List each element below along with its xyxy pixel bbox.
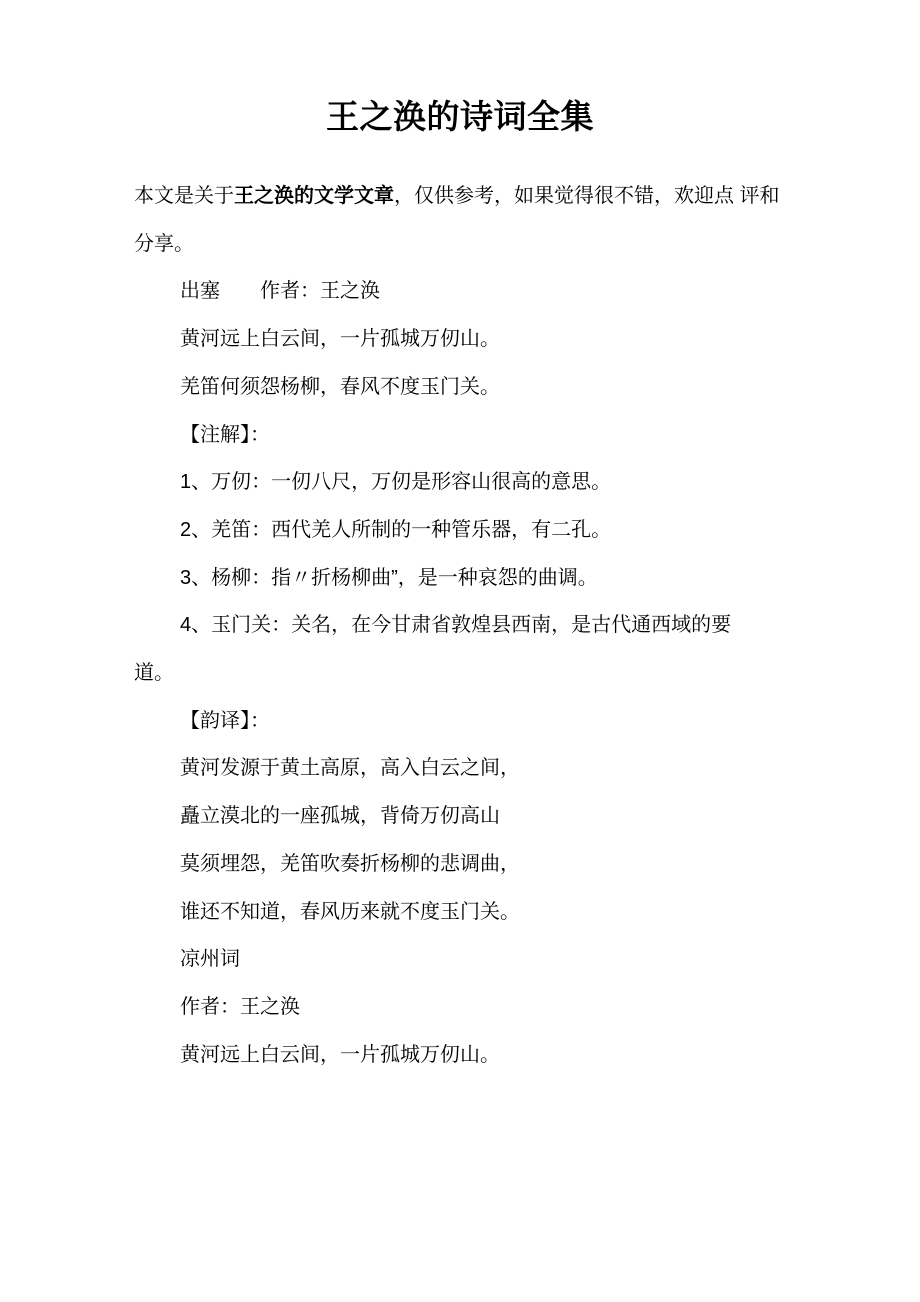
doc-line: 凉州词 <box>180 948 240 971</box>
doc-line: 黄河发源于黄土高原，高入白云之间， <box>180 757 520 780</box>
doc-line: 道。 <box>134 662 174 685</box>
doc-line: 2、羌笛：西代羌人所制的一种管乐器，有二孔。 <box>180 518 612 541</box>
doc-line: 矗立漠北的一座孤城，背倚万仞高山 <box>180 805 500 828</box>
doc-line: 作者：王之涣 <box>180 995 300 1018</box>
intro-paragraph-line1 <box>134 173 786 221</box>
doc-line: 谁还不知道，春风历来就不度玉门关。 <box>180 900 520 923</box>
doc-line: 【韵译】： <box>180 709 270 732</box>
doc-line: 黄河远上白云间，一片孤城万仞山。 <box>180 1043 500 1066</box>
doc-line: 【注解】： <box>180 423 270 446</box>
document-lines <box>134 268 786 1079</box>
doc-line: 1、万仞：一仞八尺，万仞是形容山很高的意思。 <box>180 471 612 494</box>
document-body <box>134 173 786 1079</box>
intro-text-post: ，仅供参考，如果觉得很不错，欢迎点 评和 <box>394 185 780 207</box>
doc-line: 4、玉门关：关名，在今甘肃省敦煌县西南，是古代通西域的要 <box>180 614 732 637</box>
intro-paragraph-line2: 分享。 <box>134 232 194 255</box>
intro-text-pre: 本文是关于 <box>134 185 234 207</box>
doc-line: 黄河远上白云间，一片孤城万仞山。 <box>180 328 500 351</box>
doc-line: 3、杨柳：指〃折杨柳曲”，是一种哀怨的曲调。 <box>180 566 598 589</box>
doc-line: 莫须埋怨，羌笛吹奏折杨柳的悲调曲， <box>180 852 520 875</box>
doc-line: 羌笛何须怨杨柳，春风不度玉门关。 <box>180 375 500 398</box>
doc-line: 出塞 作者：王之涣 <box>180 280 380 303</box>
page-title: 王之涣的诗词全集 <box>326 98 594 135</box>
intro-text-bold: 王之涣的文学文章 <box>234 185 394 207</box>
